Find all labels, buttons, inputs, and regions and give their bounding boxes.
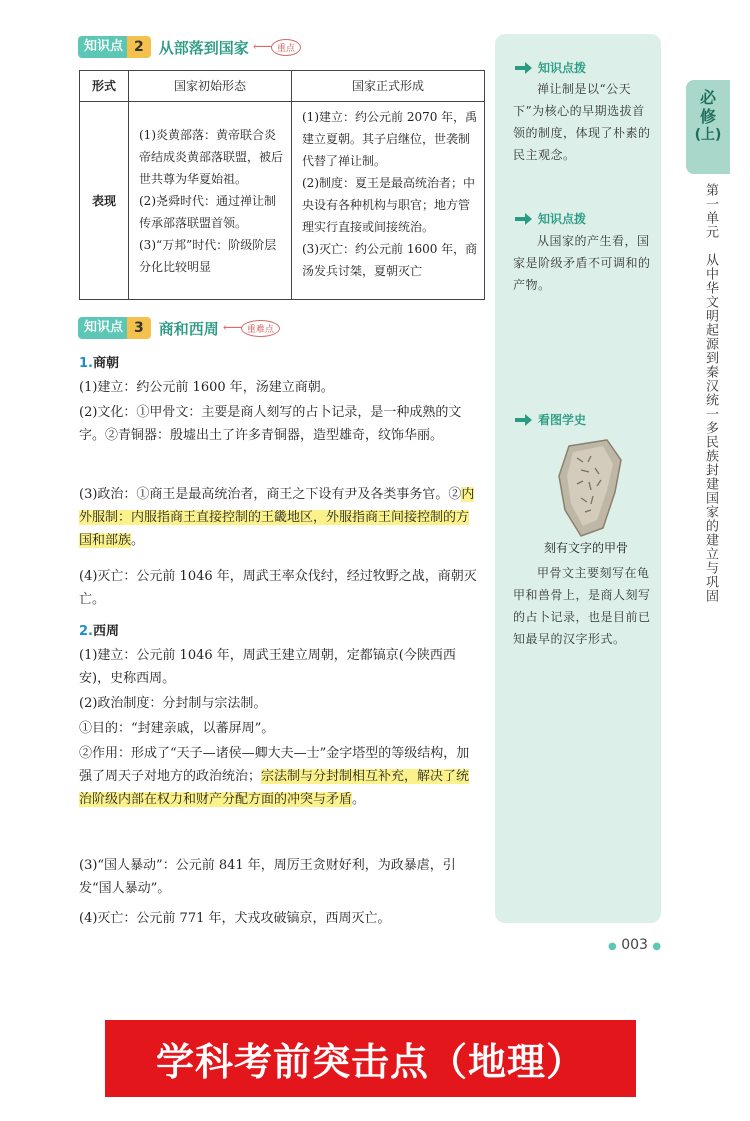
page-number: [608, 937, 661, 953]
key-difficult-point-stamp: 重难点: [241, 320, 280, 337]
unit-label: 第一单元: [703, 183, 718, 239]
tab-char: 必: [699, 88, 716, 107]
knowledge-point-number: 3: [127, 317, 151, 339]
section-title: 商和西周: [158, 319, 219, 338]
cell-text: (1)炎黄部落：黄帝联合炎帝结成炎黄部落联盟，被后世共尊为华夏始祖。: [139, 127, 284, 186]
cell-text: (1)建立：约公元前 2070 年，禹建立夏朝。其子启继位，世袭制代替了禅让制。: [302, 110, 478, 168]
sidebar-tag: [515, 411, 586, 428]
highlighted-text: 内外服制：内服指商王直接控制的王畿地区，外服指商王间接控制的方国和部族: [79, 487, 475, 548]
subheading-shang: [79, 352, 119, 371]
cell-text: (3)“万邦”时代：阶级阶层分化比较明显: [139, 237, 277, 274]
table-cell-initial: [129, 102, 292, 300]
arrow-left-icon: ⟵: [252, 39, 273, 55]
arrow-right-icon: [515, 213, 533, 225]
promo-banner: 学科考前突击点（地理）: [105, 1020, 636, 1097]
table-header: 国家正式形成: [292, 71, 485, 102]
knowledge-point-label: 知识点: [78, 317, 127, 339]
cell-text: (2)尧舜时代：通过禅让制传承部落联盟首领。: [139, 193, 276, 230]
table-header: 国家初始形态: [129, 71, 292, 102]
tag-label: 知识点拨: [538, 61, 587, 75]
section-header-3: [78, 315, 280, 341]
sidebar-tag: [515, 59, 586, 76]
highlighted-text: 宗法制与分封制相互补充，解决了统治阶级内部在权力和财产分配方面的冲突与矛盾: [79, 769, 470, 807]
table-header-row: [80, 71, 485, 102]
volume-tab-label: [686, 88, 730, 145]
subheading-xizhou: [79, 620, 119, 639]
dot-icon: ●: [608, 941, 617, 952]
paragraph: (1)建立：约公元前 1600 年，汤建立商朝。: [79, 380, 334, 395]
cell-text: (2)制度：夏王是最高统治者；中央设有各种机构与职官；地方管理实行直接或间接统治。: [302, 176, 475, 234]
paragraph: (4)灭亡：公元前 1046 年，周武王率众伐纣，经过牧野之战，商朝灭亡。: [79, 569, 477, 607]
sidebar-tag: [515, 210, 586, 227]
text-run: (3)政治：①商王是最高统治者，商王之下设有尹及各类事务官。②: [79, 487, 462, 502]
tab-char: (上): [694, 127, 722, 143]
subheading-number: 2.: [79, 624, 93, 639]
arrow-left-icon: ⟵: [222, 320, 243, 336]
tag-label: 看图学史: [538, 413, 587, 427]
paragraph: (1)建立：公元前 1046 年，周武王建立周朝，定都镐京(今陕西西安)，史称西周。: [79, 648, 456, 686]
page-number-text: 003: [621, 937, 648, 953]
sidebar-note: 从国家的产生看，国家是阶级矛盾不可调和的产物。: [513, 234, 651, 292]
unit-title: 从中华文明起源到秦汉统一多民族封建国家的建立与巩固: [703, 253, 718, 603]
sidebar-note: 甲骨文主要刻写在龟甲和兽骨上，是商人刻写的占卜记录，也是目前已知最早的汉字形式。: [513, 566, 651, 646]
knowledge-point-label: 知识点: [78, 36, 127, 58]
paragraph: ①目的：“封建亲戚，以蕃屏周”。: [79, 721, 275, 736]
paragraph: (2)政治制度：分封制与宗法制。: [79, 696, 267, 711]
row-header: 表现: [80, 102, 129, 300]
section-title: 从部落到国家: [158, 38, 249, 57]
subheading-text: 西周: [92, 624, 119, 639]
state-formation-table: [79, 70, 485, 300]
text-run: 。: [131, 533, 145, 548]
table-cell-formal: [292, 102, 485, 300]
subheading-number: 1.: [79, 356, 93, 371]
paragraph: (2)文化：①甲骨文：主要是商人刻写的占卜记录，是一种成熟的文字。②青铜器：殷墟出土了许多青铜器，造型雄奇，纹饰华丽。: [79, 405, 462, 443]
section-header-2: [78, 34, 301, 60]
text-run: 。: [352, 792, 366, 807]
table-header: 形式: [80, 71, 129, 102]
arrow-right-icon: [515, 62, 533, 74]
paragraph: [79, 483, 481, 552]
sidebar-note: 禅让制是以“公天下”为核心的早期选拔首领的制度，体现了朴素的民主观念。: [513, 82, 651, 162]
oracle-bone-image: [555, 438, 627, 538]
text-run: ②作用：形成了“天子—诸侯—卿大夫—士”金字塔型的等级结构，加强了周天子对地方的政治统治；: [79, 746, 470, 784]
paragraph: (3)“国人暴动”：公元前 841 年，周厉王贪财好利，为政暴虐，引发“国人暴动”。: [79, 858, 456, 896]
table-row: [80, 102, 485, 300]
image-caption: 刻有文字的甲骨: [543, 541, 628, 555]
tag-label: 知识点拨: [538, 212, 587, 226]
subheading-text: 商朝: [92, 356, 119, 371]
cell-text: (3)灭亡：约公元前 1600 年，商汤发兵讨桀，夏朝灭亡: [302, 242, 478, 278]
paragraph: (4)灭亡：公元前 771 年，犬戎攻破镐京，西周灭亡。: [79, 911, 391, 926]
arrow-right-icon: [515, 414, 533, 426]
knowledge-point-number: 2: [127, 36, 151, 58]
dot-icon: ●: [652, 941, 662, 952]
paragraph: [79, 742, 481, 811]
tab-char: 修: [699, 107, 716, 126]
key-point-stamp: 重点: [271, 39, 301, 56]
